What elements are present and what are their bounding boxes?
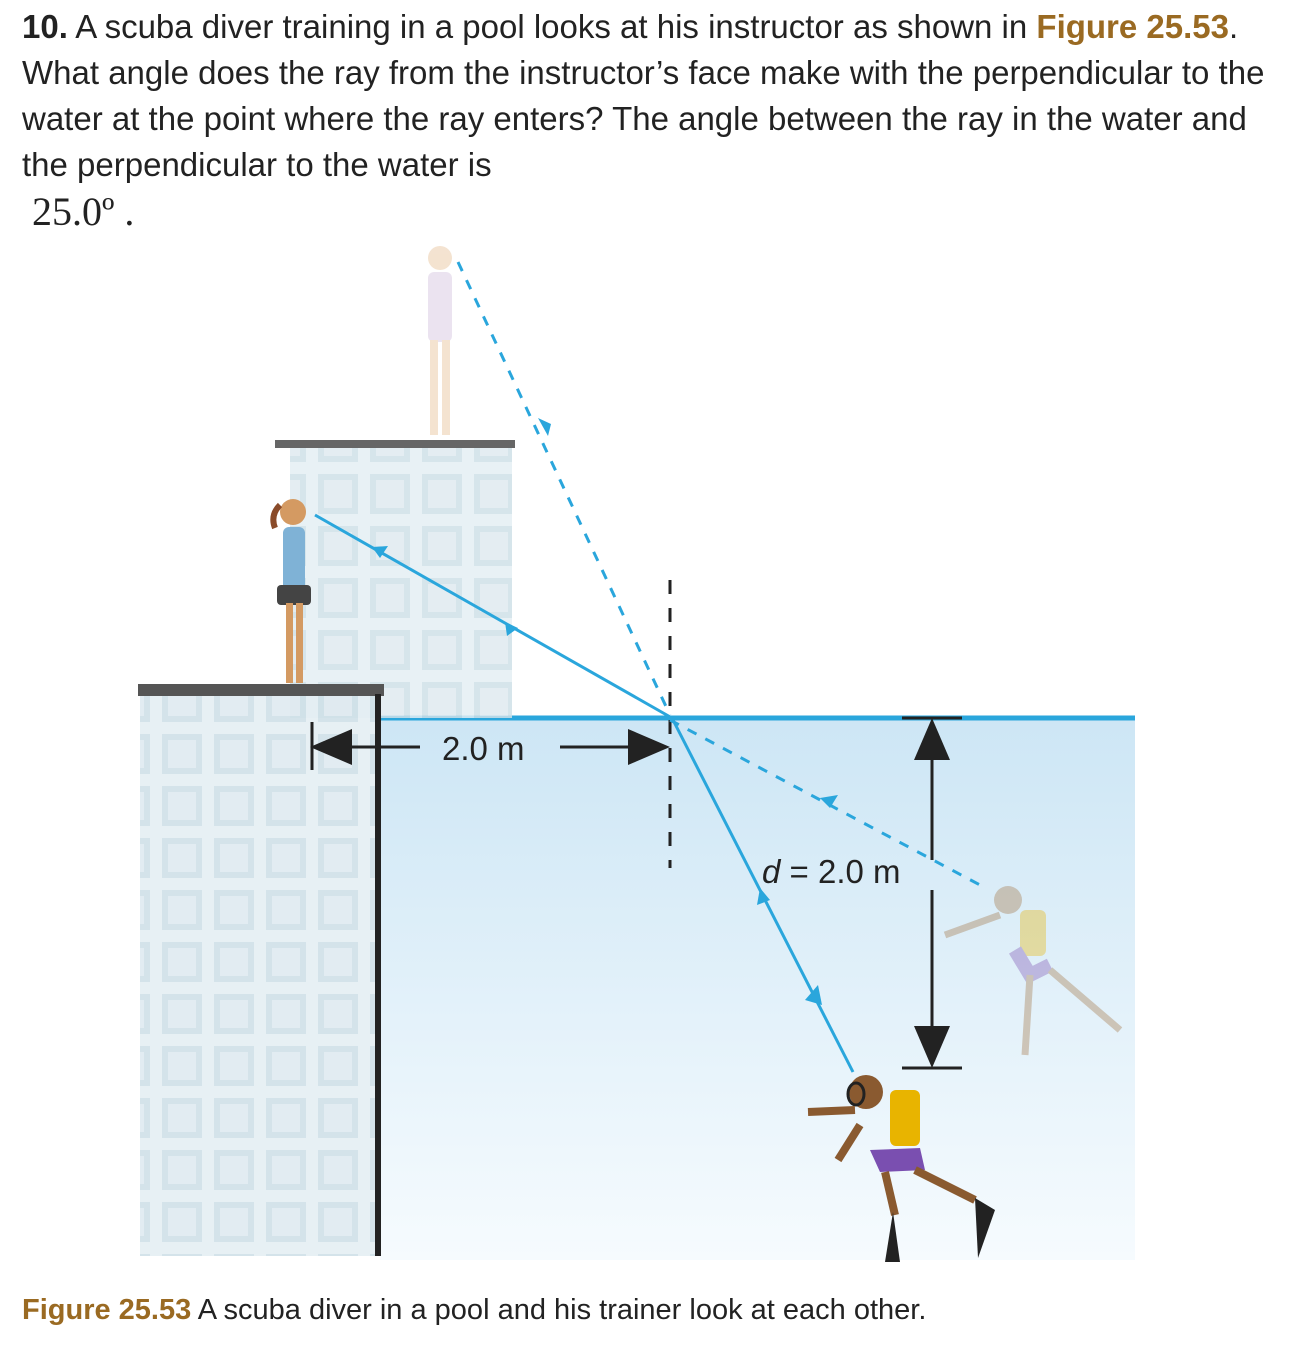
problem-text-part2: . What angle does the ray from the instructor’s face make with the perpendicular to the water at the point where the ray enters? The angle between the ray in the water and the perpendicular to the water is <box>22 8 1265 183</box>
depth-label-var: d <box>762 853 781 890</box>
problem-statement <box>22 4 1292 188</box>
pool-deck <box>138 684 384 696</box>
depth-label-rest: = 2.0 m <box>780 853 901 890</box>
answer-suffix: . <box>124 189 135 234</box>
tower-building <box>290 446 512 718</box>
horizontal-distance-label: 2.0 m <box>442 730 525 767</box>
figure-caption <box>22 1294 926 1327</box>
problem-number: 10. <box>22 8 68 45</box>
depth-label <box>762 853 901 890</box>
figure-diagram <box>0 230 1310 1270</box>
virtual-instructor-figure <box>428 246 452 435</box>
figure-reference-link[interactable]: Figure 25.53 <box>1036 8 1229 45</box>
pool-wall-building <box>140 696 380 1256</box>
pool-water <box>380 718 1135 1260</box>
tower-roof <box>275 440 515 448</box>
figure-caption-label: Figure 25.53 <box>22 1294 192 1326</box>
problem-text-part1: A scuba diver training in a pool looks at his instructor as shown in <box>67 8 1037 45</box>
answer-value: 25.0º <box>32 189 115 234</box>
apparent-ray-arrowhead <box>538 418 551 436</box>
answer-line <box>32 188 134 235</box>
figure-caption-text: A scuba diver in a pool and his trainer look at each other. <box>191 1294 927 1326</box>
